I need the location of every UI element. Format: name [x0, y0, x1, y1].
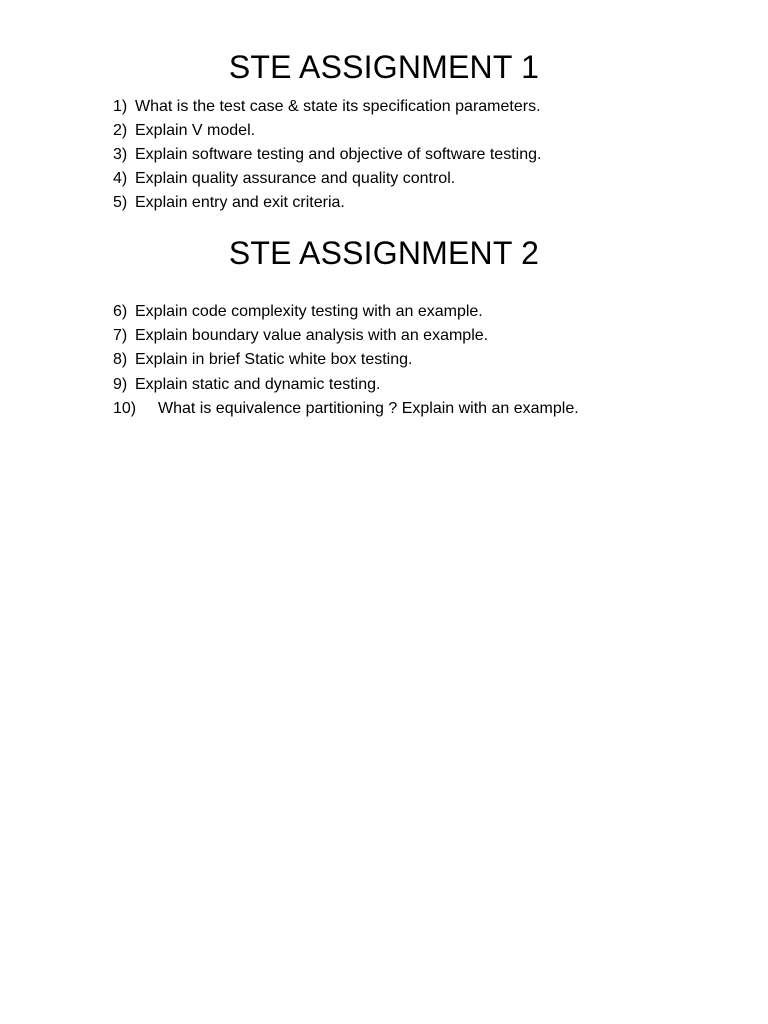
- question-text: Explain code complexity testing with an example.: [135, 303, 483, 320]
- question-number: 6): [113, 303, 128, 320]
- question-text: Explain quality assurance and quality control.: [135, 170, 456, 187]
- question-item: [113, 348, 579, 372]
- question-item: [113, 191, 541, 215]
- question-text: Explain boundary value analysis with an example.: [135, 327, 489, 345]
- assignment-2-question-list: [113, 300, 579, 421]
- question-item: [113, 95, 541, 119]
- question-number: 8): [113, 351, 128, 369]
- assignment-2-title: STE ASSIGNMENT 2: [228, 235, 540, 271]
- question-item: [113, 397, 579, 421]
- question-number: 4): [113, 170, 128, 187]
- question-item: [113, 373, 579, 397]
- question-item: [113, 119, 541, 143]
- question-number: 1): [113, 98, 128, 115]
- question-number: 5): [113, 194, 128, 211]
- question-number: 7): [113, 327, 128, 345]
- question-item: [113, 300, 579, 324]
- question-text: Explain entry and exit criteria.: [135, 194, 345, 211]
- assignment-1-question-list: [113, 95, 541, 215]
- question-item: [113, 324, 579, 348]
- question-text: Explain static and dynamic testing.: [135, 375, 381, 393]
- question-number: 10): [113, 399, 137, 417]
- question-number: 2): [113, 122, 128, 139]
- question-text: What is the test case & state its specification parameters.: [135, 98, 541, 115]
- question-text: Explain in brief Static white box testing.: [135, 351, 413, 369]
- question-number: 3): [113, 146, 128, 163]
- question-text: What is equivalence partitioning ? Explain with an example.: [158, 399, 579, 417]
- question-text: Explain software testing and objective of software testing.: [135, 146, 542, 163]
- question-item: [113, 143, 541, 167]
- assignment-1-title: STE ASSIGNMENT 1: [228, 49, 540, 85]
- question-item: [113, 167, 541, 191]
- question-number: 9): [113, 375, 128, 393]
- question-text: Explain V model.: [135, 122, 256, 139]
